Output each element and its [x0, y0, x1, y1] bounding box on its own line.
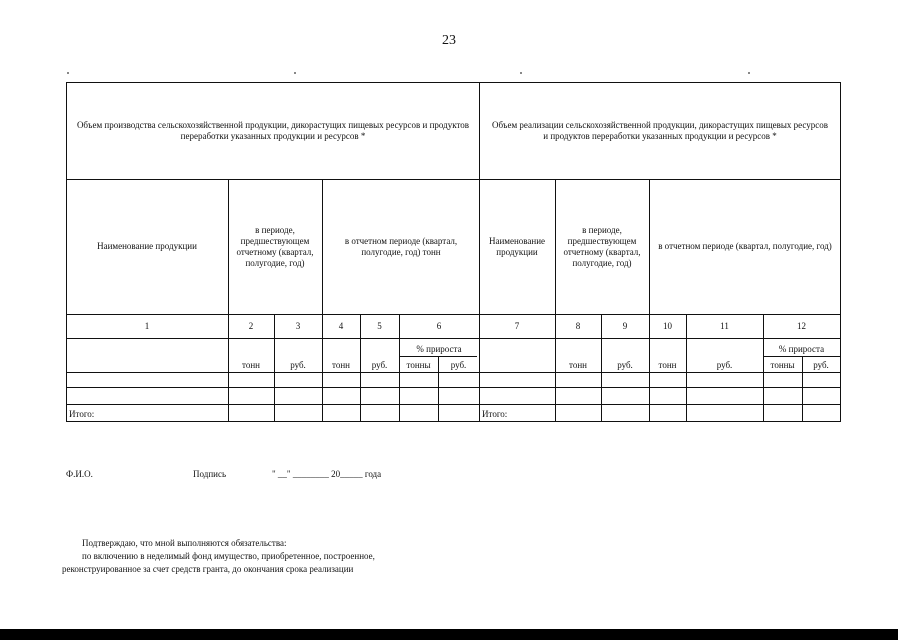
unit-label: тонны	[406, 359, 431, 370]
column-number: 12	[797, 320, 806, 331]
total-row-top	[66, 404, 841, 405]
scan-dot	[748, 72, 750, 74]
table-border-left	[66, 82, 67, 422]
page-number: 23	[442, 33, 456, 48]
col-divider	[649, 179, 650, 422]
fio-label: Ф.И.О.	[66, 469, 93, 479]
confirmation-line-2: по включению в неделимый фонд имущество, приобретенное, построенное,	[82, 551, 375, 561]
column-number: 11	[720, 320, 729, 331]
col-divider	[322, 179, 323, 422]
table-middle-divider	[479, 82, 480, 422]
col-divider	[555, 179, 556, 422]
scan-dot	[520, 72, 522, 74]
growth-label-right: % прироста	[778, 343, 825, 354]
column-number: 3	[295, 320, 301, 331]
data-row-line	[66, 372, 841, 373]
col-previous-period-right: в периоде, предшествующем отчетному (квартал, полугодие, год)	[563, 224, 641, 268]
report-table	[66, 82, 841, 422]
column-number: 2	[248, 320, 254, 331]
unit-label: тонн	[242, 359, 260, 370]
unit-label: руб.	[617, 359, 633, 370]
unit-label: руб.	[813, 359, 829, 370]
table-border-right	[840, 82, 841, 422]
header-sales-volume: Объем реализации сельскохозяйственной продукции, дикорастущих пищевых ресурсов и продуктов переработки указанных продукции и ресурсов *	[491, 119, 829, 141]
unit-label: тонн	[332, 359, 350, 370]
confirmation-line-1: Подтверждаю, что мной выполняются обязательства:	[82, 538, 287, 548]
confirmation-line-3: реконструированное за счет средств гранта, до окончания срока реализации	[62, 564, 354, 574]
scan-dot	[67, 72, 69, 74]
col-previous-period-left: в периоде, предшествующем отчетному (квартал, полугодие, год)	[236, 224, 314, 268]
scan-dot	[294, 72, 296, 74]
column-number: 6	[436, 320, 442, 331]
col-product-name-left: Наименование продукции	[97, 241, 197, 251]
signature-label: Подпись	[193, 469, 227, 479]
col-current-period-right: в отчетном периоде (квартал, полугодие, год)	[658, 241, 832, 251]
unit-label: тонны	[770, 359, 795, 370]
column-number: 10	[663, 320, 672, 331]
data-row-line	[66, 387, 841, 388]
growth-label-left: % прироста	[416, 343, 462, 354]
column-number: 4	[338, 320, 344, 331]
table-border-bottom	[66, 421, 841, 422]
col-current-period-left: в отчетном периоде (квартал, полугодие, год) тонн	[344, 235, 458, 257]
col-divider	[228, 179, 229, 422]
column-number: 7	[514, 320, 520, 331]
date-field: " __" ________ 20_____ года	[272, 469, 382, 479]
unit-label: тонн	[569, 359, 587, 370]
header-production-volume: Объем производства сельскохозяйственной продукции, дикорастущих пищевых ресурсов и продуктов переработки указанных продукции и ресурсов *	[76, 119, 470, 141]
total-label-right: Итого:	[482, 409, 508, 419]
unit-label: руб.	[716, 359, 733, 370]
scan-edge-bar	[0, 629, 898, 640]
unit-label: руб.	[450, 359, 467, 370]
unit-label: руб.	[290, 359, 306, 370]
total-label-left: Итого:	[69, 409, 95, 419]
unit-row-top	[66, 338, 841, 339]
unit-label: руб.	[371, 359, 388, 370]
unit-label: тонн	[658, 359, 677, 370]
col-product-name-right: Наименование продукции	[488, 235, 546, 257]
column-number: 8	[575, 320, 581, 331]
column-number: 1	[144, 320, 150, 331]
column-number: 5	[377, 320, 382, 331]
column-number: 9	[622, 320, 628, 331]
